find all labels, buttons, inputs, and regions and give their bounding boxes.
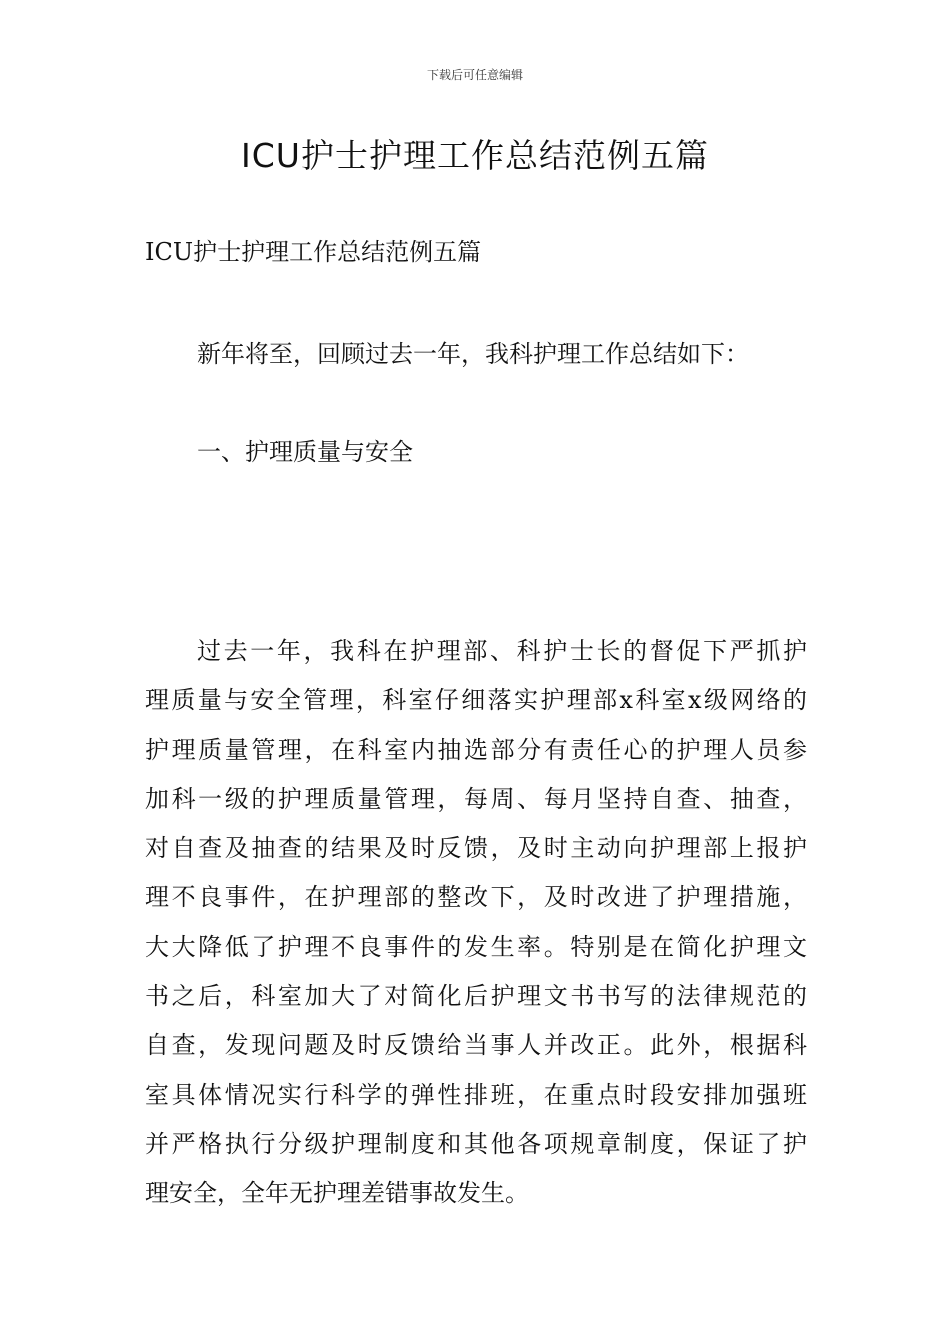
- paragraph-line: 大大降低了护理不良事件的发生率。特别是在简化护理文: [145, 932, 807, 961]
- paragraph-line: 理安全，全年无护理差错事故发生。: [145, 1179, 529, 1208]
- paragraph-line: 室具体情况实行科学的弹性排班，在重点时段安排加强班: [145, 1080, 807, 1109]
- paragraph-line: 自查，发现问题及时反馈给当事人并改正。此外，根据科: [145, 1031, 807, 1060]
- paragraph-line: 并严格执行分级护理制度和其他各项规章制度，保证了护: [145, 1129, 807, 1158]
- paragraph-line: 过去一年，我科在护理部、科护士长的督促下严抓护: [197, 637, 807, 665]
- paragraph-line: 理质量与安全管理，科室仔细落实护理部x科室x级网络的: [145, 686, 807, 715]
- paragraph-line: 书之后，科室加大了对简化后护理文书书写的法律规范的: [145, 982, 807, 1011]
- paragraph-line: 加科一级的护理质量管理，每周、每月坚持自查、抽查，: [145, 784, 807, 813]
- document-title: ICU护士护理工作总结范例五篇: [241, 136, 709, 175]
- paragraph-line: 护理质量管理，在科室内抽选部分有责任心的护理人员参: [145, 735, 807, 764]
- section-heading: 一、护理质量与安全: [197, 438, 413, 466]
- document-subtitle: ICU护士护理工作总结范例五篇: [145, 238, 482, 266]
- paragraph-line: 对自查及抽查的结果及时反馈，及时主动向护理部上报护: [145, 834, 807, 863]
- intro-paragraph: 新年将至，回顾过去一年，我科护理工作总结如下：: [197, 340, 749, 368]
- paragraph-line: 理不良事件，在护理部的整改下，及时改进了护理措施，: [145, 883, 807, 912]
- body-paragraph: [145, 627, 807, 1219]
- header-note: 下载后可任意编辑: [426, 68, 523, 82]
